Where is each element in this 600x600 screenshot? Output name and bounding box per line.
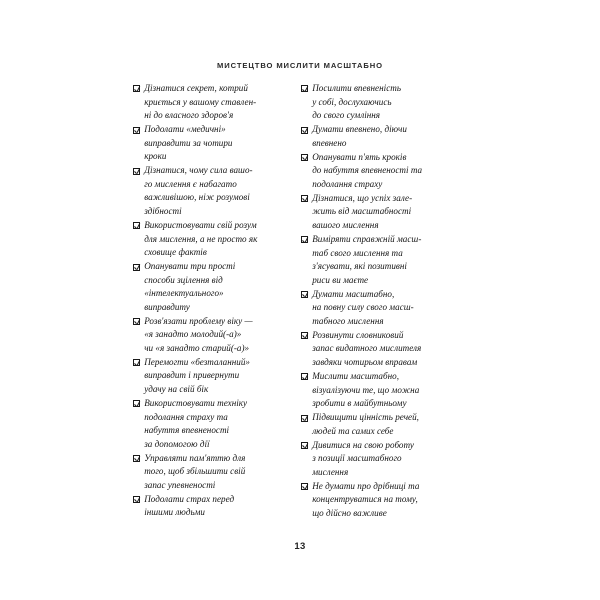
checked-checkbox-icon[interactable] bbox=[301, 332, 308, 339]
checked-checkbox-icon[interactable] bbox=[301, 442, 308, 449]
checklist-item[interactable] bbox=[133, 82, 295, 123]
checklist-columns bbox=[133, 82, 467, 521]
checked-checkbox-icon[interactable] bbox=[133, 318, 140, 325]
checklist-item-line: чи «я занадто старий(-а)» bbox=[144, 342, 250, 353]
checklist-item-line: запас упевненості bbox=[144, 479, 216, 490]
checklist-item-line: Дізнатися секрет, котрий bbox=[144, 83, 248, 93]
checked-checkbox-icon[interactable] bbox=[301, 85, 308, 92]
running-head: МИСТЕЦТВО МИСЛИТИ МАСШТАБНО bbox=[217, 61, 383, 70]
checklist-item[interactable] bbox=[133, 219, 295, 260]
checklist-item-line: до свого сумління bbox=[312, 110, 381, 121]
checklist-item-line: Не думати про дрібниці та bbox=[312, 480, 420, 491]
checked-checkbox-icon[interactable] bbox=[133, 127, 140, 134]
checklist-column-left bbox=[133, 82, 295, 521]
checklist-item-line: Дивитися на свою роботу bbox=[312, 439, 414, 450]
checked-checkbox-icon[interactable] bbox=[301, 483, 308, 490]
checklist-item-text bbox=[144, 82, 256, 123]
checked-checkbox-icon[interactable] bbox=[301, 195, 308, 202]
checklist-item-text bbox=[312, 370, 419, 411]
checklist-item-line: з'ясувати, які позитивні bbox=[312, 261, 407, 272]
checklist-item-line: удачу на свій бік bbox=[144, 384, 209, 395]
checklist-item-line: Посилити впевненість bbox=[312, 83, 401, 93]
checklist-item-line: виправдит і привернути bbox=[144, 370, 240, 381]
checklist-item-text bbox=[312, 82, 401, 123]
checklist-item-line: го мислення є набагато bbox=[144, 178, 237, 189]
checklist-item-line: табного мислення bbox=[312, 315, 384, 326]
checklist-item-line: Підвищити цінність речей, bbox=[312, 412, 419, 423]
checklist-item-line: за допомогою дії bbox=[144, 438, 210, 449]
checklist-item-line: виправдити за чотири bbox=[144, 137, 233, 148]
checklist-item-text bbox=[144, 452, 245, 493]
checklist-item[interactable] bbox=[301, 370, 467, 411]
checklist-item-line: Мислити масштабно, bbox=[312, 370, 399, 381]
checklist-column-right bbox=[301, 82, 467, 521]
checklist-item-line: криється у вашому ставлен- bbox=[144, 96, 257, 107]
checklist-item-line: важливішою, ніж розумові bbox=[144, 192, 250, 203]
checklist-item-line: Опанувати три прості bbox=[144, 261, 236, 272]
checklist-item-line: Розвинути словниковий bbox=[312, 329, 404, 340]
checklist-item-text bbox=[312, 151, 422, 192]
checklist-item-line: Думати впевнено, діючи bbox=[312, 124, 407, 135]
checklist-item[interactable] bbox=[301, 151, 467, 192]
checklist-item-line: таб свого мислення та bbox=[312, 247, 403, 258]
checklist-item-line: Дізнатися, чому сила вашо- bbox=[144, 165, 253, 176]
checklist-item[interactable] bbox=[301, 288, 467, 329]
checklist-item-line: ні до власного здоров'я bbox=[144, 110, 234, 121]
checklist-item-text bbox=[312, 288, 414, 329]
checklist-item-line: що дійсно важливе bbox=[312, 507, 387, 518]
checklist-item-line: кроки bbox=[144, 151, 167, 162]
checklist-item-line: «інтелектуального» bbox=[144, 288, 224, 299]
checklist-item[interactable] bbox=[133, 356, 295, 397]
checklist-item-line: здібності bbox=[144, 205, 182, 216]
checklist-item-line: Подолати «медичні» bbox=[144, 124, 226, 135]
checklist-item-text bbox=[312, 439, 414, 480]
checklist-item-line: мислення bbox=[312, 466, 349, 477]
checklist-item[interactable] bbox=[301, 233, 467, 287]
checked-checkbox-icon[interactable] bbox=[301, 291, 308, 298]
checklist-item-line: подолання страху та bbox=[144, 411, 228, 422]
checked-checkbox-icon[interactable] bbox=[133, 168, 140, 175]
checklist-item-line: Управляти пам'яттю для bbox=[144, 452, 246, 463]
checklist-item-line: у собі, дослухаючись bbox=[312, 96, 392, 107]
checklist-item[interactable] bbox=[301, 329, 467, 370]
checklist-item-text bbox=[312, 233, 421, 287]
checklist-item-line: візуалізуючи те, що можна bbox=[312, 384, 420, 395]
checklist-item[interactable] bbox=[301, 192, 467, 233]
checklist-item-text bbox=[312, 480, 419, 521]
checklist-item-line: з позиції масштабного bbox=[312, 453, 402, 464]
checklist-item-text bbox=[144, 493, 234, 520]
checklist-item[interactable] bbox=[301, 439, 467, 480]
checked-checkbox-icon[interactable] bbox=[301, 127, 308, 134]
checklist-item-line: Подолати страх перед bbox=[144, 493, 235, 504]
checked-checkbox-icon[interactable] bbox=[133, 85, 140, 92]
checklist-item-text bbox=[144, 356, 250, 397]
checked-checkbox-icon[interactable] bbox=[133, 359, 140, 366]
checklist-item-text bbox=[144, 397, 247, 451]
checklist-item-line: іншими людьми bbox=[144, 507, 205, 518]
checklist-item-line: на повну силу свого масш- bbox=[312, 302, 414, 313]
checked-checkbox-icon[interactable] bbox=[301, 415, 308, 422]
checked-checkbox-icon[interactable] bbox=[133, 455, 140, 462]
checklist-item[interactable] bbox=[133, 123, 295, 164]
checklist-item-line: Думати масштабно, bbox=[312, 288, 395, 299]
checklist-item[interactable] bbox=[301, 123, 467, 150]
checklist-item-line: людей та самих себе bbox=[312, 425, 394, 436]
checklist-item-text bbox=[144, 315, 252, 356]
checked-checkbox-icon[interactable] bbox=[301, 373, 308, 380]
checklist-item[interactable] bbox=[133, 452, 295, 493]
checklist-item-line: впевнено bbox=[312, 137, 347, 148]
checklist-item-line: вашого мислення bbox=[312, 219, 379, 230]
checklist-item-line: Виміряти справжній масш- bbox=[312, 234, 422, 245]
checklist-item-line: Використовувати техніку bbox=[144, 398, 248, 409]
checklist-item-line: подолання страху bbox=[312, 178, 383, 189]
checklist-item[interactable] bbox=[133, 315, 295, 356]
checklist-item-line: для мислення, а не просто як bbox=[144, 233, 258, 244]
checked-checkbox-icon[interactable] bbox=[133, 222, 140, 229]
checklist-item-line: завдяки чотирьом вправам bbox=[312, 356, 418, 367]
checklist-item-text bbox=[312, 192, 412, 233]
checklist-item-line: Дізнатися, що успіх зале- bbox=[312, 192, 413, 203]
checklist-item-line: сховище фактів bbox=[144, 247, 207, 258]
checklist-item-text bbox=[144, 164, 252, 218]
checklist-item[interactable] bbox=[133, 164, 295, 218]
checklist-item-text bbox=[312, 411, 419, 438]
checklist-item-line: концентруватися на тому, bbox=[312, 494, 418, 505]
checklist-item[interactable] bbox=[301, 82, 467, 123]
checklist-item-line: жить від масштабності bbox=[312, 206, 412, 217]
checklist-item-text bbox=[144, 260, 235, 314]
checklist-item-text bbox=[144, 123, 232, 164]
checklist-item[interactable] bbox=[133, 260, 295, 314]
checklist-item-line: «я занадто молодий(-а)» bbox=[144, 329, 242, 340]
checklist-item[interactable] bbox=[133, 493, 295, 520]
checklist-item-line: Перемогти «безталанний» bbox=[144, 356, 250, 367]
checklist-item-line: риси ви маєте bbox=[312, 274, 369, 285]
checklist-item[interactable] bbox=[301, 480, 467, 521]
checked-checkbox-icon[interactable] bbox=[301, 236, 308, 243]
checklist-item-line: запас видатного мислителя bbox=[312, 343, 422, 354]
checked-checkbox-icon[interactable] bbox=[133, 496, 140, 503]
checklist-item-line: до набуття впевненості та bbox=[312, 165, 423, 176]
checklist-item-line: Розв'язати проблему віку — bbox=[144, 315, 253, 326]
checklist-item-text bbox=[144, 219, 257, 260]
checked-checkbox-icon[interactable] bbox=[133, 400, 140, 407]
checklist-item-line: виправдиту bbox=[144, 301, 190, 312]
checklist-item-text bbox=[312, 123, 407, 150]
checklist-item-line: зробити в майбутньому bbox=[312, 398, 407, 409]
checklist-item-text bbox=[312, 329, 421, 370]
checklist-item-line: Опанувати п'ять кроків bbox=[312, 151, 407, 162]
checklist-item-line: того, щоб збільшити свій bbox=[144, 466, 246, 477]
checklist-item[interactable] bbox=[133, 397, 295, 451]
checklist-item[interactable] bbox=[301, 411, 467, 438]
checked-checkbox-icon[interactable] bbox=[133, 264, 140, 271]
checklist-item-line: способи зцілення від bbox=[144, 274, 223, 285]
page-number: 13 bbox=[294, 541, 306, 552]
checked-checkbox-icon[interactable] bbox=[301, 154, 308, 161]
checklist-item-line: набуття впевненості bbox=[144, 425, 230, 436]
checklist-item-line: Використовувати свій розум bbox=[144, 219, 257, 230]
